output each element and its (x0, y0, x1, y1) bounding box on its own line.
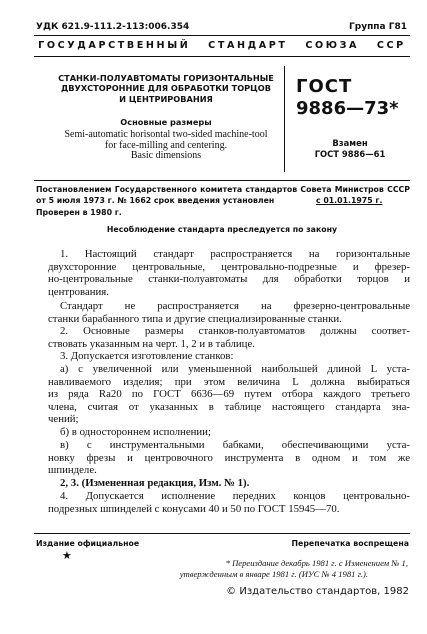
text-line: б) в одностороннем исполнении; (60, 426, 211, 438)
text-line: но-центровальные станки-полуавтоматы для обработки торцов и (48, 273, 410, 286)
text-line: станки барабанного типа и другие специализированные станки. (48, 312, 342, 325)
title-en-line: Basic dimensions (130, 150, 202, 162)
state-standard-banner: ГОСУДАРСТВЕННЫЙ СТАНДАРТ СОЮЗА ССР (38, 40, 406, 51)
copyright: © Издательство стандартов, 1982 (226, 586, 409, 597)
text-line: 1. Настоящий стандарт распространяется на горизонтальные (60, 248, 410, 260)
replaces-label: Взамен (332, 138, 368, 148)
text-line: из ряда Ra20 по ГОСТ 6636—69 путем отбора каждого третьего (48, 388, 410, 401)
title-ru-subtitle: Основные размеры (120, 117, 212, 127)
title-en (56, 130, 276, 162)
replaced-standard: ГОСТ 9886—61 (314, 149, 386, 159)
decree-line-1: Постановлением Государственного комитета стандартов Совета Министров СССР (36, 185, 410, 194)
text-line: чений; (48, 413, 79, 426)
reprint-note-line: утвержденным в январе 1981 г. (ИУС № 4 1981 г.). (179, 569, 368, 579)
title-ru-line: И ЦЕНТРИРОВАНИЯ (119, 93, 213, 104)
gost-number: 9886—73* (296, 98, 399, 119)
paragraph-2 (48, 300, 410, 325)
text-line: новку фрезы и центровочного инструмента в одном и том же (48, 451, 410, 464)
paragraph-8 (48, 490, 410, 515)
paragraph-1 (48, 248, 410, 298)
text-line: навливаемого изделия; при этом величина L должна выбираться (48, 375, 410, 388)
text-line: центрования. (48, 285, 109, 298)
text-line: шпинделе. (48, 464, 97, 477)
header-rule-bottom (34, 56, 410, 57)
gost-label: ГОСТ (296, 76, 353, 97)
title-ru-line: ДВУХСТОРОННИЕ ДЛЯ ОБРАБОТКИ ТОРЦОВ (61, 83, 271, 94)
text-line: ствовать указанным на черт. 1, 2 и в таблице. (48, 337, 255, 350)
text-line: 3. Допускается изготовление станков: (60, 350, 234, 362)
decree-line-2: от 5 июля 1973 г. № 1662 срок введения установлен (36, 196, 275, 205)
violation-notice: Несоблюдение стандарта преследуется по закону (106, 225, 338, 234)
text-line: в) с инструментальными бабками, обеспечивающими уста- (60, 439, 410, 451)
paragraph-7 (48, 439, 410, 477)
text-line: Стандарт не распространяется на фрезерно-центровальные (60, 300, 410, 312)
text-line: 4. Допускается исполнение передних концов центровально- (60, 490, 410, 502)
text-line: 2, 3. (Измененная редакция, Изм. № 1). (60, 477, 250, 489)
footer-rule (34, 533, 410, 534)
title-ru (56, 73, 276, 104)
reprint-note-line: * Переиздание декабрь 1981 г. с Изменением № 1, (225, 558, 408, 568)
text-line: члена, считая от указанных в таблице настоящего стандарта зна- (48, 400, 410, 413)
reprint-ban: Перепечатка воспрещена (291, 539, 409, 548)
checked-year: Проверен в 1980 г. (36, 208, 122, 217)
paragraph-5 (48, 363, 410, 426)
text-line: двухсторонние центровальные, центровально-подрезные и фрезер- (48, 260, 410, 273)
text-line: 2. Основные размеры станков-полуавтоматов должны соответ- (60, 325, 410, 337)
paragraph-3 (48, 325, 410, 350)
effective-date: с 01.01.1975 г. (316, 196, 383, 205)
decree-rule (34, 180, 410, 181)
text-line: а) с увеличенной или уменьшенной наибольшей длиной L уста- (60, 363, 410, 375)
amendment-note (48, 477, 410, 490)
official-edition: Издание официальное (36, 539, 140, 548)
udk-code: УДК 621.9-111.2-113:006.354 (36, 22, 190, 32)
reprint-note (36, 558, 408, 580)
title-en-line: Semi-automatic horisontal two-sided machine-tool (64, 129, 268, 140)
header-rule-top (34, 35, 410, 36)
text-line: подрезных шпинделей с конусами 40 и 50 по ГОСТ 15945—70. (48, 502, 340, 515)
paragraph-4 (48, 350, 410, 363)
title-en-line: for face-milling and centering. (104, 139, 228, 151)
paragraph-6 (48, 426, 410, 439)
star-icon: ★ (62, 549, 72, 562)
gost-divider (284, 66, 285, 172)
title-ru-line: СТАНКИ-ПОЛУАВТОМАТЫ ГОРИЗОНТАЛЬНЫЕ (58, 73, 274, 83)
group-code: Группа Г81 (349, 22, 407, 32)
